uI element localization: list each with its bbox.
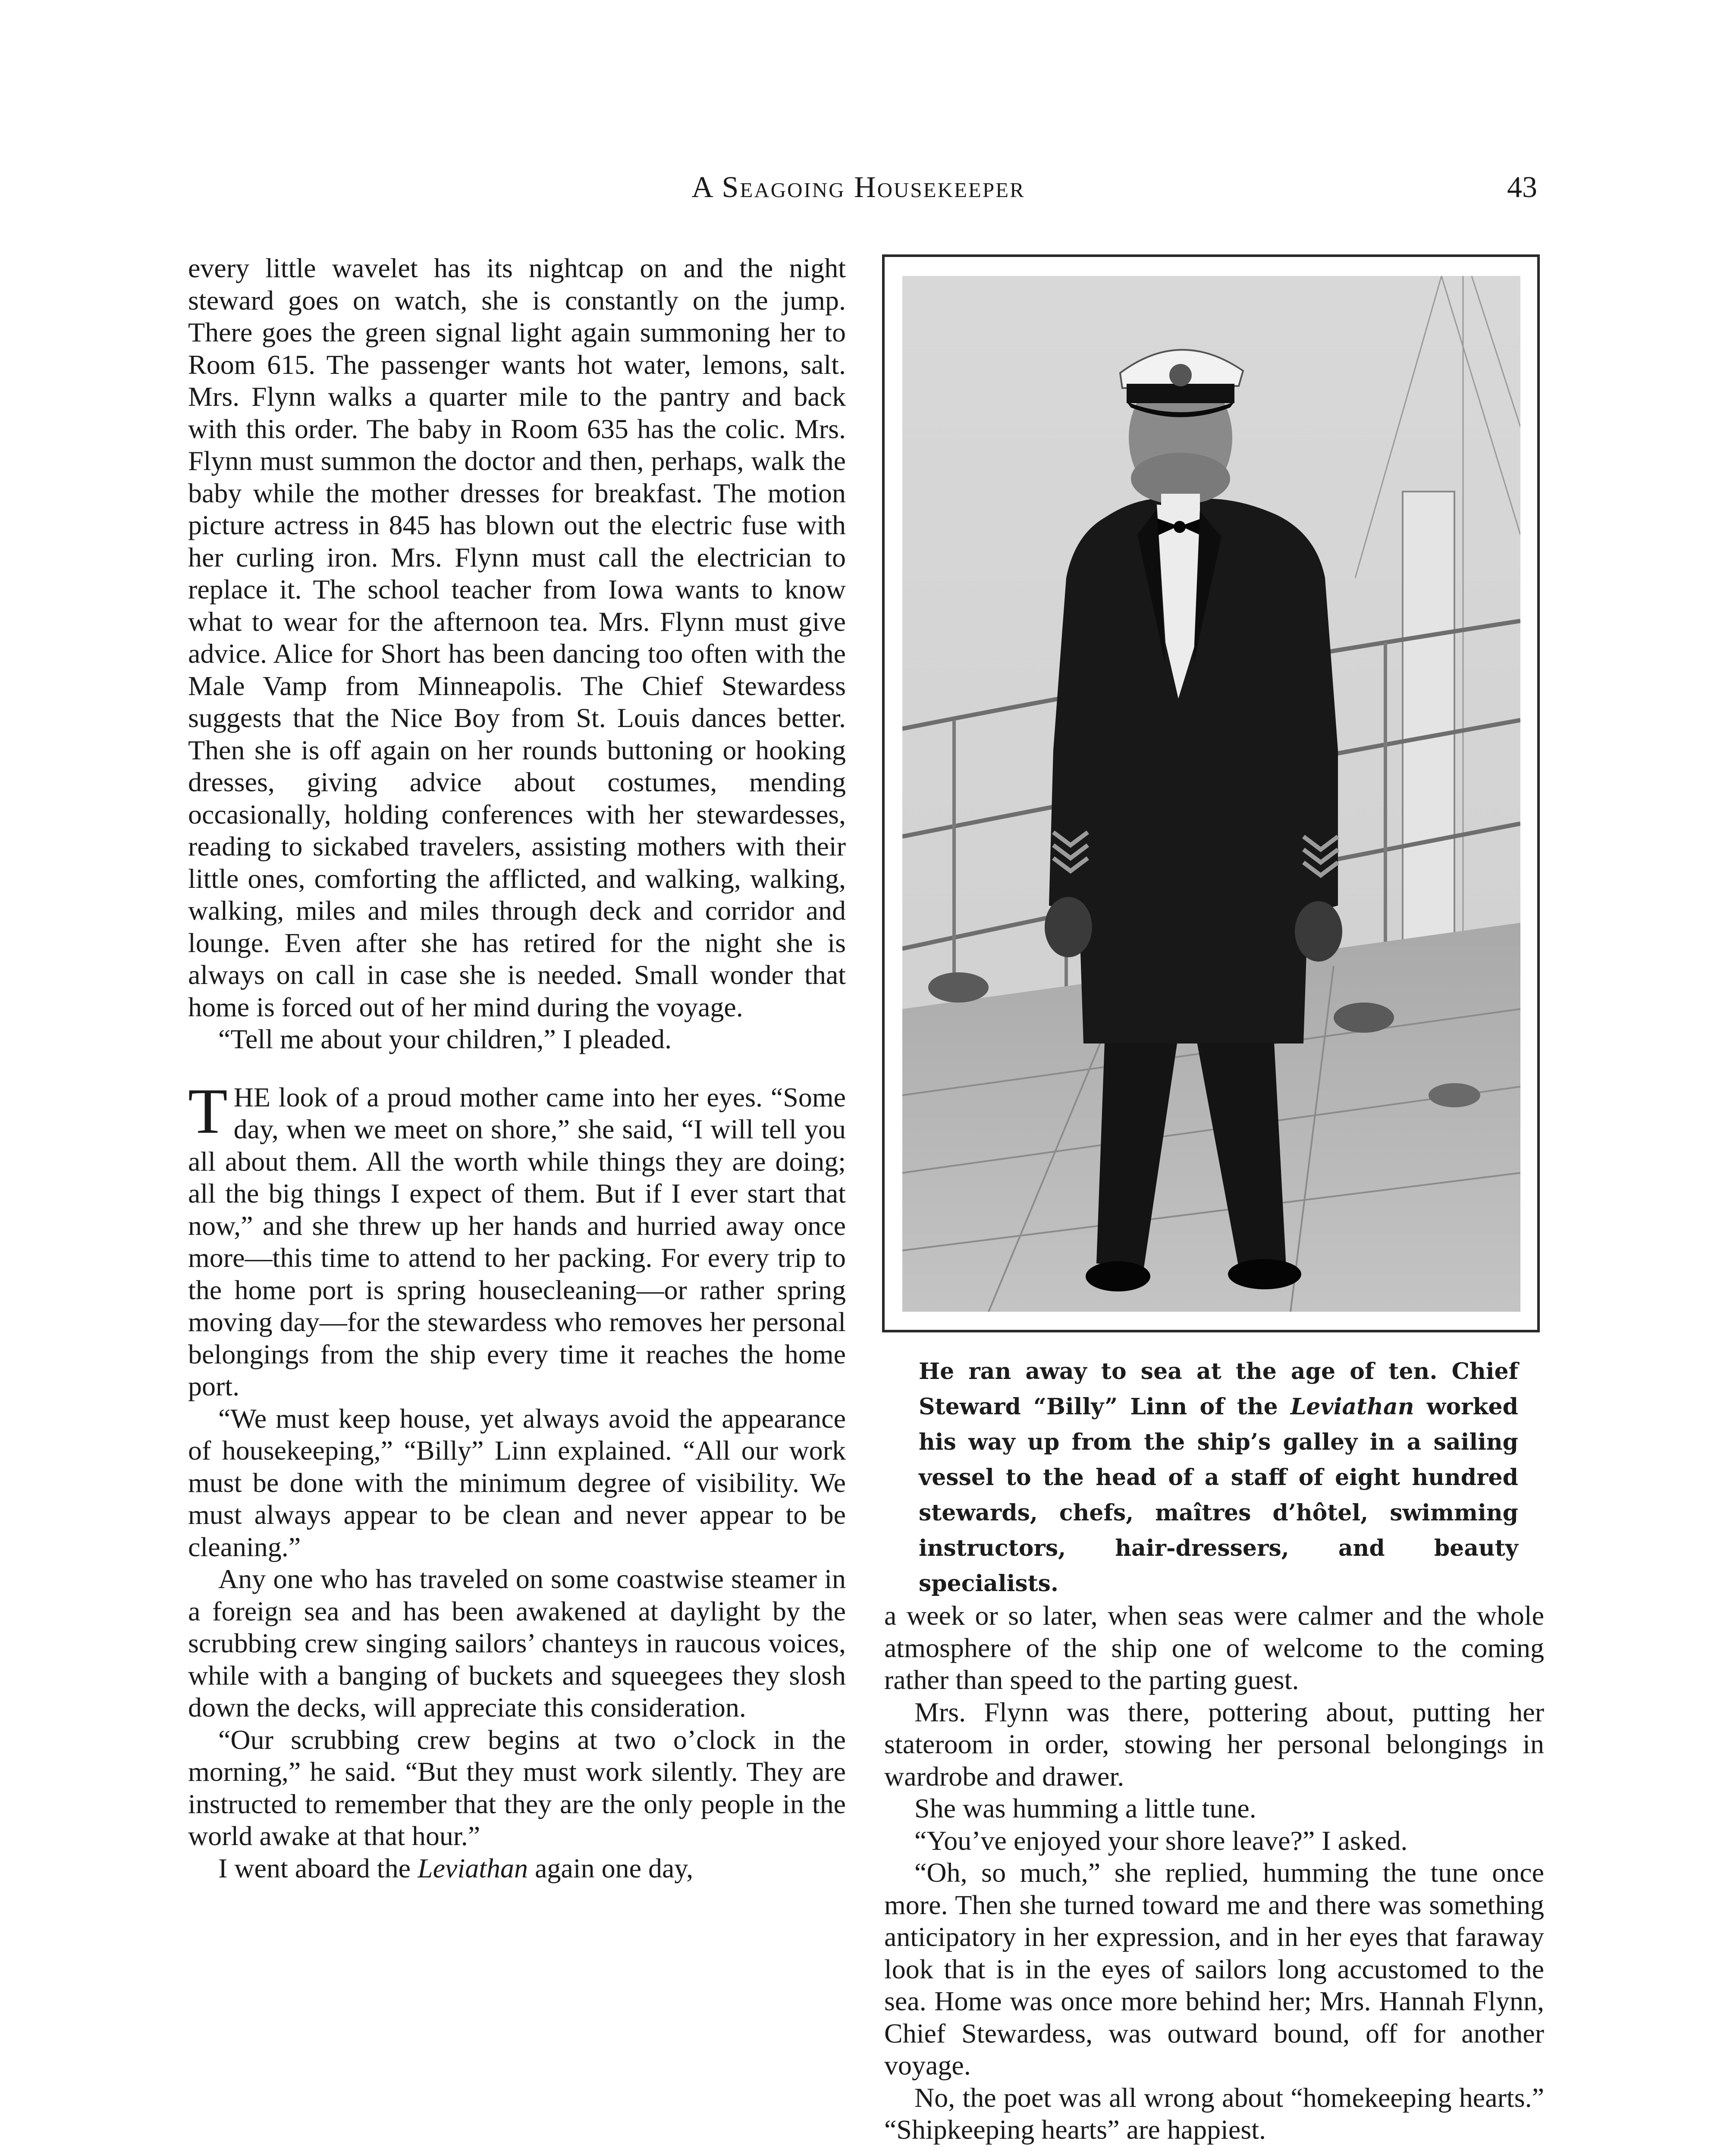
paragraph: a week or so later, when seas were calmer and the whole atmosphere of the ship one of welcome to the coming rather than speed to the parting guest. [884, 1600, 1544, 1695]
paragraph: “Our scrubbing crew begins at two o’clock in the morning,” he said. “But they must work silently. They are instructed to remember that they are the only people in the world awake at that hour.” [188, 1724, 846, 1851]
paragraph: every little wavelet has its nightcap on and the night steward goes on watch, she is constantly on the jump. There goes the green signal light again summoning her to Room 615. The passenger wants hot water, lemons, salt. Mrs. Flynn walks a quarter mile to the pantry and back with this order. The baby in Room 635 has the colic. Mrs. Flynn must summon the doctor and then, perhaps, walk the baby while the mother dresses for breakfast. The motion picture actress in 845 has blown out the electric fuse with her curling iron. Mrs. Flynn must call the electrician to replace it. The school teacher from Iowa wants to know what to wear for the afternoon tea. Mrs. Flynn must give advice. Alice for Short has been dancing too often with the Male Vamp from Minneapolis. The Chief Stewardess suggests that the Nice Boy from St. Louis dances better. Then she is off again on her rounds buttoning or hooking dresses, giving advice about costumes, mending occasionally, holding conferences with her stewardesses, reading to sickabed travelers, assisting mothers with their little ones, comforting the afflicted, and walking, walking, walking, miles and miles through deck and corridor and lounge. Even after she has retired for the night she is always on call in case she is needed. Small wonder that home is forced out of her mind during the voyage. [188, 253, 846, 1022]
paragraph: She was humming a little tune. [914, 1793, 1256, 1824]
paragraph: “We must keep house, yet always avoid the appearance of housekeeping,” “Billy” Linn explained. “All our work must be done with the minimum degree of visibility. We must always appear to be clean and never appear to be cleaning.” [188, 1403, 846, 1562]
paragraph-with-dropcap [188, 1075, 846, 1403]
steward-photo [902, 276, 1520, 1312]
running-head-title: A Seagoing Housekeeper [691, 171, 1025, 204]
paragraph: “Oh, so much,” she replied, humming the tune once more. Then she turned toward me and there was something anticipatory in her expression, and in her eyes that faraway look that is in the eyes of sailors long accustomed to the sea. Home was once more behind her; Mrs. Hannah Flynn, Chief Stewardess, was outward bound, off for another voyage. [884, 1857, 1544, 2081]
paragraph: “Tell me about your children,” I pleaded. [218, 1024, 672, 1054]
left-text-column [188, 252, 846, 1884]
photo-caption: He ran away to sea at the age of ten. Chief Steward “Billy” Linn of the Leviathan worked his way up from the ship’s galley in a sailing vessel to the head of a staff of eight hundred stewards, chefs, maîtres d’hôtel, swimming instructors, hair-dressers, and beauty specialists. [919, 1358, 1519, 1597]
right-text-column [884, 1600, 1544, 2146]
paragraph: I went aboard the Leviathan again one day, [218, 1852, 694, 1883]
page-number: 43 [1507, 171, 1537, 204]
drop-cap: T [188, 1075, 228, 1147]
paragraph: “You’ve enjoyed your shore leave?” I asked. [914, 1825, 1408, 1856]
ship-name: Leviathan [418, 1852, 528, 1883]
caption-ship-name: Leviathan [1290, 1394, 1414, 1420]
paragraph: No, the poet was all wrong about “homekeeping hearts.” “Shipkeeping hearts” are happiest. [884, 2082, 1544, 2145]
paragraph: Any one who has traveled on some coastwise steamer in a foreign sea and has been awakened at daylight by the scrubbing crew singing sailors’ chanteys in raucous voices, while with a banging of buckets and squeegees they slosh down the decks, will appreciate this consideration. [188, 1564, 846, 1723]
paragraph-text: HE look of a proud mother came into her eyes. “Some day, when we meet on shore,” she said, “I will tell you all about them. All the worth while things they are doing; all the big things I expect of them. But if I ever start that now,” and she threw up her hands and hurried away once more—this time to attend to her packing. For every trip to the home port is spring housecleaning—or rather spring moving day—for the stewardess who removes her personal belongings from the ship every time it reaches the home port. [188, 1081, 846, 1401]
paragraph: Mrs. Flynn was there, pottering about, putting her stateroom in order, stowing her personal belongings in wardrobe and drawer. [884, 1696, 1544, 1792]
